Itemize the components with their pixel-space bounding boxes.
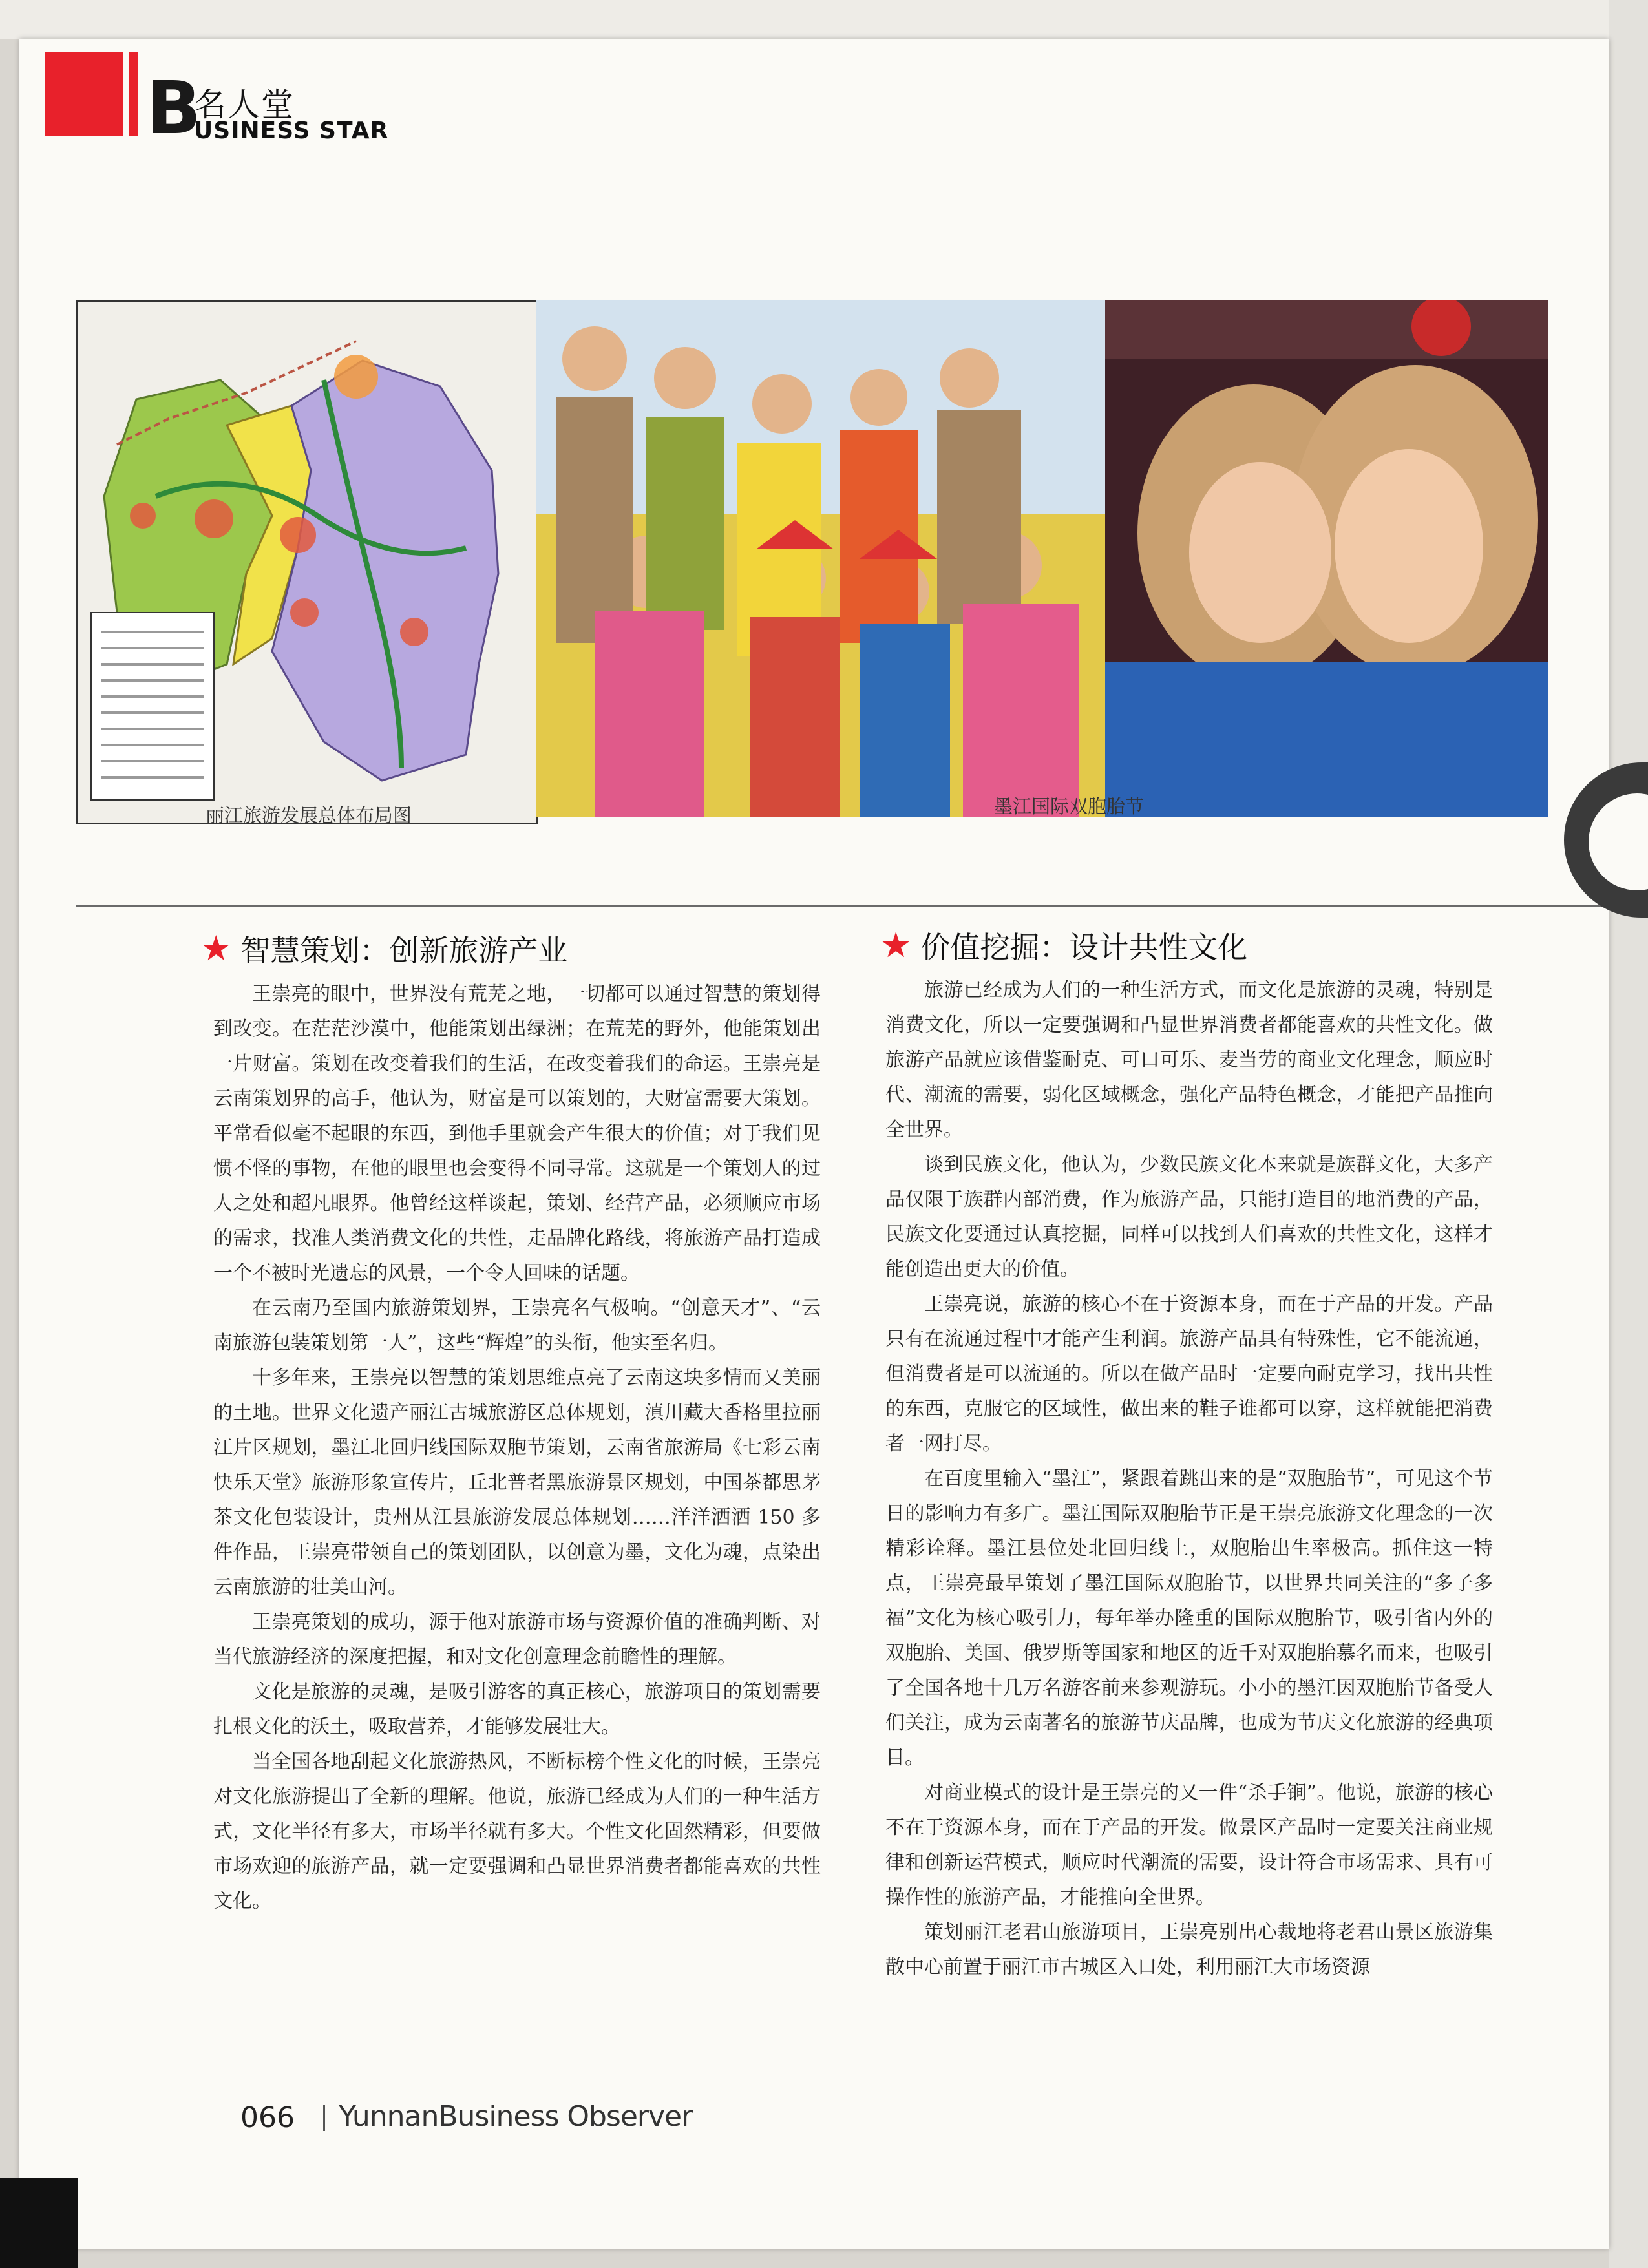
map-caption: 丽江旅游发展总体布局图: [206, 804, 412, 826]
twins-photo: [1105, 300, 1548, 817]
right-title-text: 价值挖掘：设计共性文化: [920, 930, 1248, 965]
magazine-name: YunnanBusiness Observer: [339, 2100, 693, 2133]
paragraph: 在百度里输入“墨江”，紧跟着跳出来的是“双胞胎节”，可见这个节日的影响力有多广。墨江国际双胞胎节正是王崇亮旅游文化理念的一次精彩诠释。墨江县位处北回归线上，双胞胎出生率极高。抓住这一特点，王崇亮最早策划了墨江国际双胞胎节，以世界共同关注的“多子多福”文化为核心吸引力，每年举办隆重的国际双胞胎节，吸引省内外的双胞胎、美国、俄罗斯等国家和地区的近千对双胞胎慕名而来，也吸引了全国各地十几万名游客前来参观游玩。小小的墨江因双胞胎节备受人们关注，成为云南著名的旅游节庆品牌，也成为节庆文化旅游的经典项目。: [885, 1467, 1493, 1769]
right-column-body: [885, 973, 1493, 1985]
scan-edge-top: [0, 0, 1648, 39]
scan-edge-right: [1609, 0, 1648, 2268]
footer-separator: [323, 2105, 325, 2131]
festival-caption: 墨江国际双胞胎节: [994, 795, 1145, 817]
right-section-title: [880, 924, 1247, 967]
paragraph: 王崇亮策划的成功，源于他对旅游市场与资源价值的准确判断、对当代旅游经济的深度把握，和对文化创意理念前瞻性的理解。: [213, 1611, 821, 1668]
section-title-cn: 名人堂: [194, 86, 295, 123]
left-title-text: 智慧策划：创新旅游产业: [240, 933, 568, 968]
paragraph: 对商业模式的设计是王崇亮的又一件“杀手锏”。他说，旅游的核心不在于资源本身，而在于产品的开发。做景区产品时一定要关注商业规律和创新运营模式，顺应时代潮流的需要，设计符合市场需求、具有可操作性的旅游产品，才能推向全世界。: [885, 1781, 1493, 1909]
magazine-page: [19, 39, 1609, 2249]
page-number: 066: [240, 2101, 295, 2134]
header-red-stripe: [129, 52, 138, 136]
lijiang-tourism-map: [76, 300, 538, 824]
paragraph: 谈到民族文化，他认为，少数民族文化本来就是族群文化，大多产品仅限于族群内部消费，作为旅游产品，只能打造目的地消费的产品，民族文化要通过认真挖掘，同样可以找到人们喜欢的共性文化，这样才能创造出更大的价值。: [885, 1153, 1493, 1281]
paragraph: 王崇亮说，旅游的核心不在于资源本身，而在于产品的开发。产品只有在流通过程中才能产生利润。旅游产品具有特殊性，它不能流通，但消费者是可以流通的。所以在做产品时一定要向耐克学习，找出共性的东西，克服它的区域性，做出来的鞋子谁都可以穿，这样就能把消费者一网打尽。: [885, 1293, 1493, 1455]
left-section-title: [200, 927, 567, 970]
paragraph: 策划丽江老君山旅游项目，王崇亮别出心裁地将老君山景区旅游集散中心前置于丽江市古城区入口处，利用丽江大市场资源: [885, 1921, 1493, 1979]
paragraph: 王崇亮的眼中，世界没有荒芜之地，一切都可以通过智慧的策划得到改变。在茫茫沙漠中，他能策划出绿洲；在荒芜的野外，他能策划出一片财富。策划在改变着我们的生活，在改变着我们的命运。王崇亮是云南策划界的高手，他认为，财富是可以策划的，大财富需要大策划。平常看似毫不起眼的东西，到他手里就会产生很大的价值；对于我们见惯不怪的事物，在他的眼里也会变得不同寻常。这就是一个策划人的过人之处和超凡眼界。他曾经这样谈起，策划、经营产品，必须顺应市场的需求，找准人类消费文化的共性，走品牌化路线，将旅游产品打造成一个不被时光遗忘的风景，一个令人回味的话题。: [213, 983, 821, 1285]
paragraph: 当全国各地刮起文化旅游热风，不断标榜个性文化的时候，王崇亮对文化旅游提出了全新的理解。他说，旅游已经成为人们的一种生活方式，文化半径有多大，市场半径就有多大。个性文化固然精彩，但要做市场欢迎的旅游产品，就一定要强调和凸显世界消费者都能喜欢的共性文化。: [213, 1750, 821, 1913]
section-title-en: USINESS STAR: [194, 118, 389, 144]
map-illustration: [78, 302, 536, 823]
paragraph: 旅游已经成为人们的一种生活方式，而文化是旅游的灵魂，特别是消费文化，所以一定要强调和凸显世界消费者都能喜欢的共性文化。做旅游产品就应该借鉴耐克、可口可乐、麦当劳的商业文化理念，顺应时代、潮流的需要，弱化区域概念，强化产品特色概念，才能把产品推向全世界。: [885, 979, 1493, 1141]
group-photo-illustration: [536, 300, 1105, 817]
section-divider: [76, 905, 1634, 907]
star-icon: ★: [880, 925, 912, 965]
header-red-block: [45, 52, 123, 136]
paragraph: 文化是旅游的灵魂，是吸引游客的真正核心，旅游项目的策划需要扎根文化的沃土，吸取营养，才能够发展壮大。: [213, 1681, 821, 1738]
paragraph: 十多年来，王崇亮以智慧的策划思维点亮了云南这块多情而又美丽的土地。世界文化遗产丽江古城旅游区总体规划，滇川藏大香格里拉丽江片区规划，墨江北回归线国际双胞节策划，云南省旅游局《七彩云南 快乐天堂》旅游形象宣传片，丘北普者黑旅游景区规划，中国茶都思茅茶文化包装设计，贵州从江县旅游发展总体规划……洋洋洒洒 150 多件作品，王崇亮带领自己的策划团队，以创意为墨，文化为魂，点染出云南旅游的壮美山河。: [213, 1367, 821, 1599]
scan-edge-bottom-left: [0, 2178, 78, 2268]
paragraph: 在云南乃至国内旅游策划界，王崇亮名气极响。“创意天才”、“云南旅游包装策划第一人”，这些“辉煌”的头衔，他实至名归。: [213, 1297, 821, 1354]
festival-group-photo: [536, 300, 1105, 817]
section-letter: B: [146, 67, 202, 151]
star-icon: ★: [200, 928, 232, 969]
twins-photo-illustration: [1105, 300, 1548, 817]
left-column-body: [213, 977, 821, 1919]
